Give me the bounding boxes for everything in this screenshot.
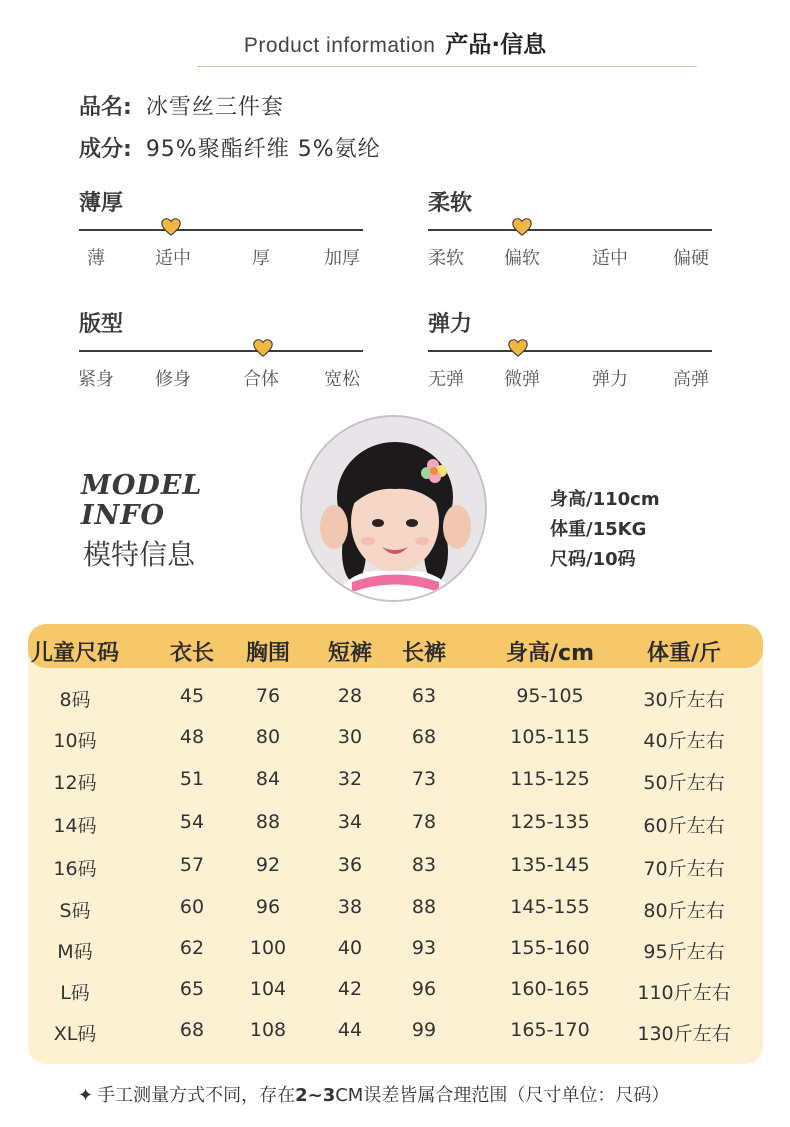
table-cell: 95-105 — [516, 685, 584, 707]
table-header-cell: 儿童尺码 — [30, 641, 120, 666]
table-cell: 65 — [179, 978, 205, 1000]
table-cell: 92 — [255, 854, 281, 876]
table-cell: 14码 — [53, 815, 97, 837]
table-cell: 95斤左右 — [643, 941, 725, 963]
table-cell: 8码 — [59, 689, 91, 711]
table-cell: 108 — [249, 1019, 287, 1041]
table-cell: 105-115 — [510, 726, 590, 748]
model-portrait-image — [302, 417, 487, 602]
table-cell: 80 — [255, 726, 281, 748]
scale-label: 无弹 — [428, 369, 464, 390]
scale-softness — [428, 186, 712, 286]
table-cell: 40斤左右 — [643, 730, 725, 752]
heart-icon — [160, 216, 182, 238]
table-header-cell: 短裤 — [327, 641, 373, 666]
scale-label: 加厚 — [324, 248, 360, 269]
table-cell: 99 — [411, 1019, 437, 1041]
model-title-cn: 模特信息 — [83, 538, 196, 571]
table-cell: 30 — [337, 726, 363, 748]
product-name-value: 冰雪丝三件套 — [145, 95, 284, 120]
table-cell: 88 — [411, 896, 437, 918]
table-cell: 135-145 — [510, 854, 590, 876]
heart-icon — [507, 337, 529, 359]
table-cell: 155-160 — [510, 937, 590, 959]
product-name-key: 品名: — [79, 95, 132, 120]
model-title-line1: MODEL — [81, 470, 203, 501]
scale-label: 偏软 — [504, 248, 540, 269]
table-cell: 100 — [249, 937, 287, 959]
table-cell: 96 — [255, 896, 281, 918]
scale-label: 适中 — [592, 248, 628, 269]
table-cell: 60斤左右 — [643, 815, 725, 837]
table-cell: 78 — [411, 811, 437, 833]
note-part1: 手工测量方式不同，存在 — [97, 1085, 296, 1106]
table-cell: 38 — [337, 896, 363, 918]
table-cell: 32 — [337, 768, 363, 790]
table-cell: 160-165 — [510, 978, 590, 1000]
table-cell: 44 — [337, 1019, 363, 1041]
header-divider — [197, 66, 697, 67]
header-cn: 产品·信息 — [445, 32, 547, 58]
table-cell: 36 — [337, 854, 363, 876]
scale-label: 薄 — [87, 248, 105, 269]
model-photo — [300, 415, 487, 602]
table-cell: 145-155 — [510, 896, 590, 918]
table-cell: XL码 — [53, 1023, 97, 1045]
product-material-key: 成分: — [79, 137, 132, 162]
scale-label: 修身 — [155, 369, 191, 390]
product-material-value: 95%聚酯纤维 5%氨纶 — [145, 137, 381, 162]
scale-line — [428, 229, 712, 231]
table-cell: 40 — [337, 937, 363, 959]
table-cell: 12码 — [53, 772, 97, 794]
table-cell: 80斤左右 — [643, 900, 725, 922]
table-cell: 54 — [179, 811, 205, 833]
table-cell: 125-135 — [510, 811, 590, 833]
table-header-cell: 身高/cm — [505, 641, 595, 666]
table-cell: 50斤左右 — [643, 772, 725, 794]
table-cell: 84 — [255, 768, 281, 790]
table-header-cell: 体重/斤 — [646, 641, 722, 666]
scale-label: 合体 — [243, 369, 279, 390]
table-cell: 165-170 — [510, 1019, 590, 1041]
table-cell: 76 — [255, 685, 281, 707]
table-cell: 83 — [411, 854, 437, 876]
model-size: 尺码/10码 — [550, 549, 636, 570]
model-height: 身高/110cm — [550, 489, 660, 510]
scale-elasticity — [428, 307, 712, 407]
table-cell: 30斤左右 — [643, 689, 725, 711]
table-cell: 115-125 — [510, 768, 590, 790]
scale-label: 适中 — [155, 248, 191, 269]
scale-line — [79, 350, 363, 352]
scale-label: 紧身 — [78, 369, 114, 390]
product-name-row — [79, 90, 284, 121]
scale-title: 弹力 — [428, 312, 473, 337]
table-cell: 73 — [411, 768, 437, 790]
table-cell: 63 — [411, 685, 437, 707]
table-cell: 68 — [179, 1019, 205, 1041]
table-cell: M码 — [57, 941, 93, 963]
table-header-cell: 衣长 — [169, 641, 215, 666]
table-header-cell: 胸围 — [245, 641, 291, 666]
model-title-line2: INFO — [81, 500, 165, 531]
table-cell: 93 — [411, 937, 437, 959]
measurement-note — [78, 1081, 669, 1107]
scale-thickness — [79, 186, 363, 286]
table-cell: 42 — [337, 978, 363, 1000]
table-cell: S码 — [59, 900, 91, 922]
table-cell: 70斤左右 — [643, 858, 725, 880]
table-cell: 48 — [179, 726, 205, 748]
sparkle-icon: ✦ — [78, 1085, 94, 1106]
section-header — [0, 26, 790, 59]
header-en: Product information — [243, 34, 436, 57]
heart-icon — [511, 216, 533, 238]
model-weight: 体重/15KG — [550, 519, 647, 540]
scale-label: 微弹 — [504, 369, 540, 390]
table-cell: 60 — [179, 896, 205, 918]
scale-line — [428, 350, 712, 352]
table-cell: 110斤左右 — [637, 982, 731, 1004]
product-material-row — [79, 132, 381, 163]
scale-label: 厚 — [252, 248, 270, 269]
heart-icon — [252, 337, 274, 359]
scale-label: 柔软 — [428, 248, 464, 269]
scale-title: 薄厚 — [79, 191, 124, 216]
table-cell: 10码 — [53, 730, 97, 752]
scale-label: 弹力 — [592, 369, 628, 390]
scale-line — [79, 229, 363, 231]
note-part2: 2~3 — [295, 1085, 336, 1106]
table-cell: 45 — [179, 685, 205, 707]
table-cell: 51 — [179, 768, 205, 790]
scale-fit — [79, 307, 363, 407]
table-cell: 62 — [179, 937, 205, 959]
scale-title: 柔软 — [428, 191, 473, 216]
scale-label: 宽松 — [324, 369, 360, 390]
scale-title: 版型 — [79, 312, 124, 337]
table-cell: 68 — [411, 726, 437, 748]
table-cell: L码 — [60, 982, 90, 1004]
table-cell: 57 — [179, 854, 205, 876]
table-cell: 34 — [337, 811, 363, 833]
scale-label: 高弹 — [673, 369, 709, 390]
scale-label: 偏硬 — [673, 248, 709, 269]
table-cell: 16码 — [53, 858, 97, 880]
table-cell: 88 — [255, 811, 281, 833]
table-header-cell: 长裤 — [401, 641, 447, 666]
table-cell: 96 — [411, 978, 437, 1000]
table-cell: 104 — [249, 978, 287, 1000]
table-cell: 28 — [337, 685, 363, 707]
table-cell: 130斤左右 — [637, 1023, 731, 1045]
note-part3: CM误差皆属合理范围（尺寸单位：尺码） — [335, 1085, 670, 1106]
